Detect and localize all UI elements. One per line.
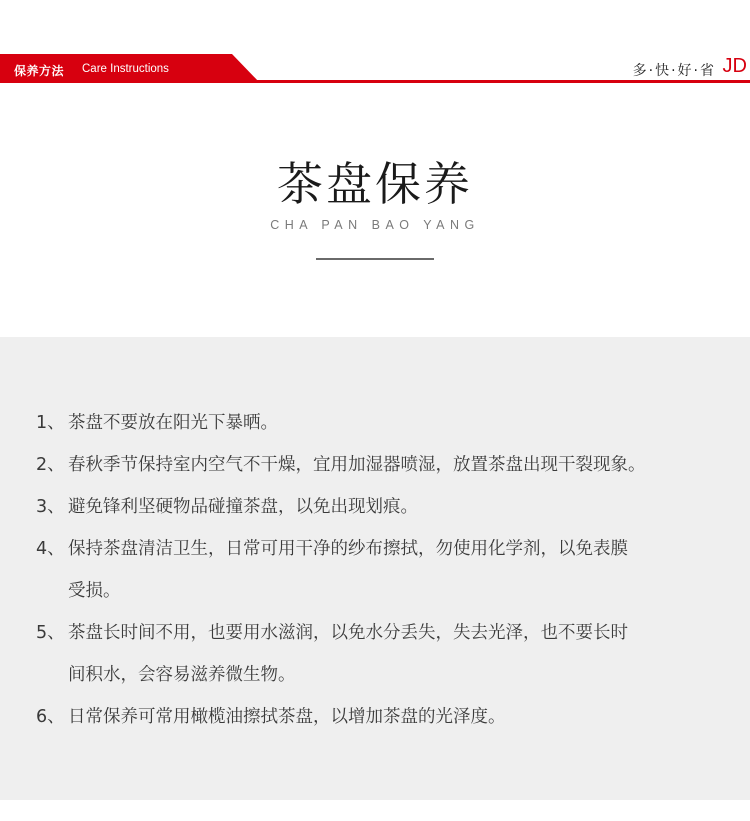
list-item <box>36 486 726 528</box>
item-text-continued: 受损。 <box>68 581 121 601</box>
list-item <box>36 696 726 738</box>
item-number: 5、 <box>36 623 65 643</box>
item-number: 4、 <box>36 539 65 559</box>
page-subtitle: CHA PAN BAO YANG <box>270 218 480 232</box>
header-bar <box>0 0 750 86</box>
item-number: 1、 <box>36 413 65 433</box>
section-title-cn: 保养方法 <box>14 64 65 78</box>
item-text: 茶盘长时间不用，也要用水滋润，以免水分丢失，失去光泽，也不要长时 <box>68 623 628 643</box>
title-divider <box>316 258 434 260</box>
list-item <box>36 612 726 696</box>
section-title-en: Care Instructions <box>82 63 169 75</box>
item-number: 3、 <box>36 497 65 517</box>
item-text: 保持茶盘清洁卫生，日常可用干净的纱布擦拭，勿使用化学剂，以免表膜 <box>68 539 628 559</box>
page-title: 茶盘保养 <box>277 157 473 211</box>
list-item <box>36 528 726 612</box>
header-divider <box>0 80 750 83</box>
item-text: 茶盘不要放在阳光下暴晒。 <box>68 413 278 433</box>
slogan: 多·快·好·省 <box>632 63 716 79</box>
item-text: 春秋季节保持室内空气不干燥，宜用加湿器喷湿，放置茶盘出现干裂现象。 <box>68 455 646 475</box>
list-item <box>36 402 726 444</box>
item-text: 日常保养可常用橄榄油擦拭茶盘，以增加茶盘的光泽度。 <box>68 707 506 727</box>
instruction-list <box>36 402 726 738</box>
jd-logo: JD <box>722 55 747 77</box>
item-number: 2、 <box>36 455 65 475</box>
item-number: 6、 <box>36 707 65 727</box>
list-item <box>36 444 726 486</box>
item-text: 避免锋利坚硬物品碰撞茶盘，以免出现划痕。 <box>68 497 418 517</box>
item-text-continued: 间积水，会容易滋养微生物。 <box>68 665 296 685</box>
